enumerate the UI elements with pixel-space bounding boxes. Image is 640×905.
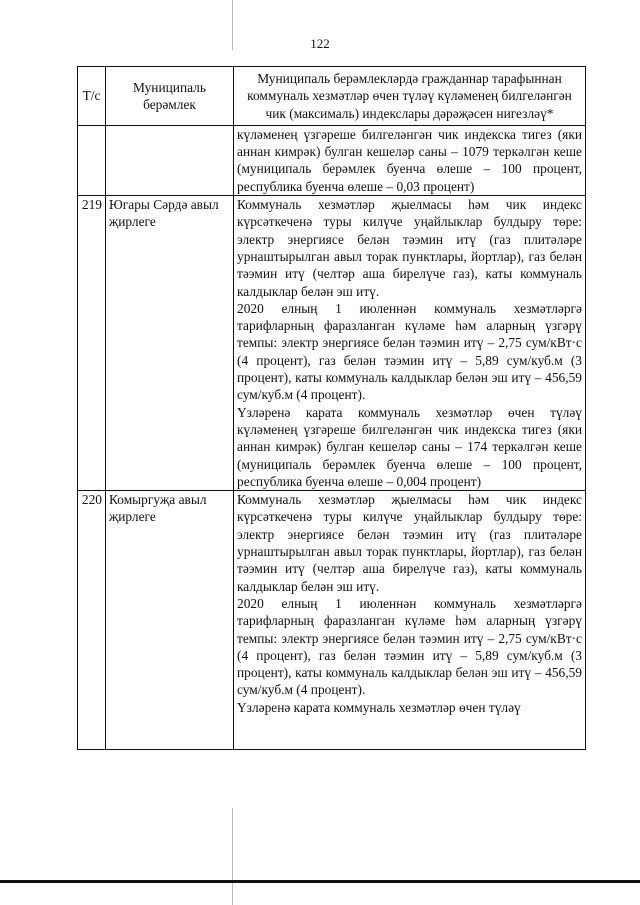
header-num: Т/с xyxy=(78,67,106,126)
paragraph-people: Үзләренә карата коммуналь хезмәтләр өчен түләү күләменең үзгәреше билгеләнгән чик индекска тигез (яки аннан кимрәк) булган кешеләр саны – 174 теркәлгән кеше (муниципаль берәмлек буенча өлеше – 100 процент, республика буенча өлеше – 0,004 процент) xyxy=(237,404,582,489)
row-description xyxy=(234,491,586,750)
continuation-name-cell xyxy=(106,125,234,195)
table-row xyxy=(78,491,586,750)
indices-table xyxy=(77,66,586,750)
row-number: 219 xyxy=(78,196,106,491)
row-number: 220 xyxy=(78,491,106,750)
row-description xyxy=(234,196,586,491)
paragraph-tariffs: 2020 елның 1 июленнән коммуналь хезмәтләргә тарифларның фаразланган күләме һәм аларның үзгәрү темпы: электр энергиясе белән тәэмин итү – 2,75 сум/кВт·с (4 процент), газ белән тәэмин итү – 5,89 сум/куб.м (3 процент), каты коммуналь калдыклар белән эш итү – 456,59 сум/куб.м (4 процент). xyxy=(237,300,582,403)
page-number: 122 xyxy=(310,36,330,51)
scan-crease-bottom xyxy=(232,808,233,905)
paragraph-people: Үзләренә карата коммуналь хезмәтләр өчен түләү xyxy=(237,699,521,715)
table-row-continuation xyxy=(78,125,586,195)
paragraph-tariffs: 2020 елның 1 июленнән коммуналь хезмәтләргә тарифларның фаразланган күләме һәм аларның үзгәрү темпы: электр энергиясе белән тәэмин итү – 2,75 сум/кВт·с (4 процент), газ белән тәэмин итү – 5,89 сум/куб.м (3 процент), каты коммуналь калдыклар белән эш итү – 456,59 сум/куб.м (4 процент). xyxy=(237,595,582,698)
paragraph-services: Коммуналь хезмәтләр җыелмасы һәм чик индекс күрсәткеченә туры килүче уңайлыклар булдыру төре: электр энергиясе белән тәэмин итү (газ плитәләре урнаштырылган авыл торак пунктлары, йортлар), газ белән тәэмин итү (челтәр аша бирелүче газ), каты коммуналь калдыклар белән эш итү. xyxy=(237,492,582,594)
municipality-name: Комыргуҗа авыл җирлеге xyxy=(106,491,234,750)
municipality-name: Югары Сәрдә авыл җирлеге xyxy=(106,196,234,491)
header-municipality: Муниципаль берәмлек xyxy=(106,67,234,126)
table-row xyxy=(78,196,586,491)
scan-bottom-edge xyxy=(0,880,640,883)
paragraph-services: Коммуналь хезмәтләр җыелмасы һәм чик индекс күрсәткеченә туры килүче уңайлыклар булдыру төре: электр энергиясе белән тәэмин итү (газ плитәләре урнаштырылган авыл торак пунктлары, йортлар), газ белән тәэмин итү (челтәр аша бирелүче газ), каты коммуналь калдыклар белән эш итү. xyxy=(237,197,582,299)
table-header-row xyxy=(78,67,586,126)
continuation-text: күләменең үзгәреше билгеләнгән чик индекска тигез (яки аннан кимрәк) булган кешеләр саны – 1079 теркәлгән кеше (муниципаль берәмлек буенча өлеше – 100 процент, республика буенча өлеше – 0,03 процент) xyxy=(234,125,586,195)
header-indices: Муниципаль берәмлекләрдә гражданнар тарафыннан коммуналь хезмәтләр өчен түләү күләменең билгеләнгән чик (максималь) индекслары дәрәҗәсен нигезләү* xyxy=(234,67,586,126)
continuation-num-cell xyxy=(78,125,106,195)
